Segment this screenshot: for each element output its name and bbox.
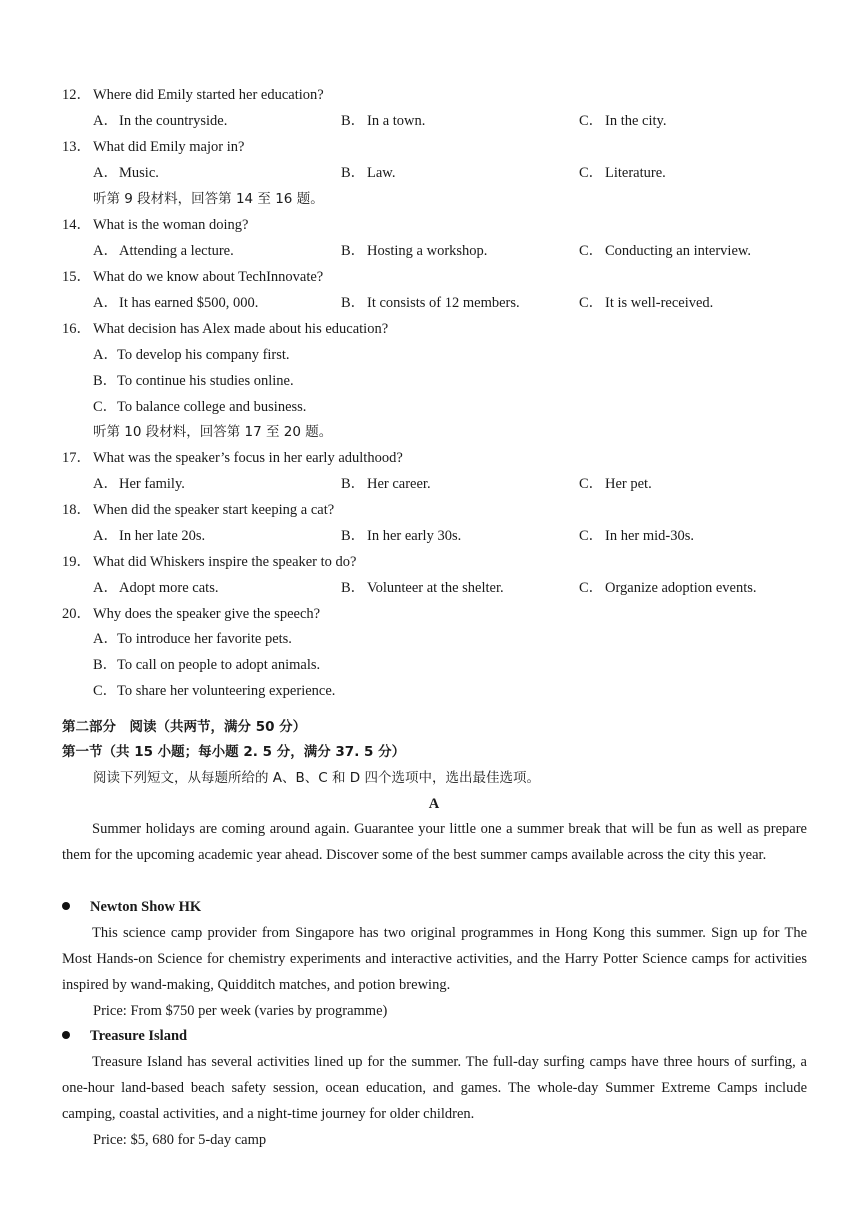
question-text: When did the speaker start keeping a cat? [93,502,335,518]
question-text: What did Emily major in? [93,139,245,155]
question-20 [0,603,868,625]
question-number: 18． [62,502,91,518]
option-b: B． In her early 30s. [341,528,462,544]
question-text: Why does the speaker give the speech? [93,606,321,622]
reading-instruction: 阅读下列短文，从每题所给的 A、B、C 和 D 四个选项中，选出最佳选项。 [93,770,540,786]
options-18 [0,525,868,547]
camp-1-heading [0,896,868,918]
option-a: A．Attending a lecture. [93,243,234,259]
option-a: A．Her family. [93,476,185,492]
option-a: A．Music. [93,165,159,181]
option-20-a: A．To introduce her favorite pets. [93,631,292,647]
bullet-icon [62,902,70,910]
question-text: What is the woman doing? [93,217,249,233]
question-16 [0,318,868,340]
option-c: C． In her mid-30s. [579,528,694,544]
question-17 [0,447,868,469]
option-20-c: C．To share her volunteering experience. [93,683,336,699]
camp-1-price: Price: From $750 per week (varies by programme) [93,1003,388,1019]
question-text: What decision has Alex made about his education? [93,321,389,337]
option-16-c: C．To balance college and business. [93,399,307,415]
option-20-b: B．To call on people to adopt animals. [93,657,321,673]
option-c: C． Her pet. [579,476,652,492]
question-14 [0,214,868,236]
passage-label: A [428,796,440,812]
option-c: C． Conducting an interview. [579,243,752,259]
camp-2-heading [0,1025,868,1047]
option-b: B． It consists of 12 members. [341,295,520,311]
question-number: 12． [62,87,91,103]
part-two-heading: 第二部分 阅读（共两节，满分 50 分） [62,719,307,735]
bullet-icon [62,1031,70,1039]
options-12 [0,110,868,132]
question-number: 16． [62,321,91,337]
option-c: C． It is well-received. [579,295,714,311]
question-12 [0,84,868,106]
question-number: 15． [62,269,91,285]
option-b: B． Law. [341,165,396,181]
instruction-passage-10: 听第 10 段材料，回答第 17 至 20 题。 [93,424,333,440]
question-text: What was the speaker’s focus in her early adulthood? [93,450,403,466]
option-16-b: B．To continue his studies online. [93,373,294,389]
option-b: B． In a town. [341,113,426,129]
passage-intro: Summer holidays are coming around again. Guarantee your little one a summer break that will be fun as well as prepare them for the upcoming academic year ahead. Discover some of the best summer camps available across the city this year. [62,821,807,863]
option-c: C． Organize adoption events. [579,580,757,596]
option-16-a: A．To develop his company first. [93,347,290,363]
options-15 [0,292,868,314]
option-c: C． In the city. [579,113,667,129]
camp-2-price: Price: $5, 680 for 5-day camp [93,1132,267,1148]
question-text: What did Whiskers inspire the speaker to do? [93,554,357,570]
options-19 [0,577,868,599]
option-c: C． Literature. [579,165,666,181]
options-14 [0,240,868,262]
question-number: 19． [62,554,91,570]
question-text: What do we know about TechInnovate? [93,269,324,285]
options-13 [0,162,868,184]
option-b: B． Hosting a workshop. [341,243,488,259]
question-number: 20． [62,606,91,622]
question-15 [0,266,868,288]
camp-2-description: Treasure Island has several activities lined up for the summer. The full-day surfing camps have three hours of surfing, a one-hour land-based beach safety session, ocean education, and games. The whole-day Summer Extreme Camps include camping, coastal activities, and a night-time journey for older children. [62,1054,807,1122]
option-b: B． Her career. [341,476,431,492]
section-one-heading: 第一节（共 15 小题；每小题 2. 5 分，满分 37. 5 分） [62,744,406,760]
option-a: A．In the countryside. [93,113,228,129]
option-a: A．Adopt more cats. [93,580,219,596]
instruction-passage-9: 听第 9 段材料，回答第 14 至 16 题。 [93,191,324,207]
question-number: 17． [62,450,91,466]
options-17 [0,473,868,495]
question-text: Where did Emily started her education? [93,87,324,103]
camp-name: Treasure Island [90,1028,188,1044]
camp-1-description: This science camp provider from Singapore has two original programmes in Hong Kong this summer. Sign up for The Most Hands-on Science for chemistry experiments and interactive activities, and the Harry Potter Science camps for activities inspired by wand-making, Quidditch matches, and potion brewing. [62,925,807,993]
question-18 [0,499,868,521]
camp-name: Newton Show HK [90,899,202,915]
question-19 [0,551,868,573]
option-b: B． Volunteer at the shelter. [341,580,504,596]
option-a: A．In her late 20s. [93,528,206,544]
question-number: 14． [62,217,91,233]
option-a: A．It has earned $500, 000. [93,295,259,311]
question-13 [0,136,868,158]
question-number: 13． [62,139,91,155]
